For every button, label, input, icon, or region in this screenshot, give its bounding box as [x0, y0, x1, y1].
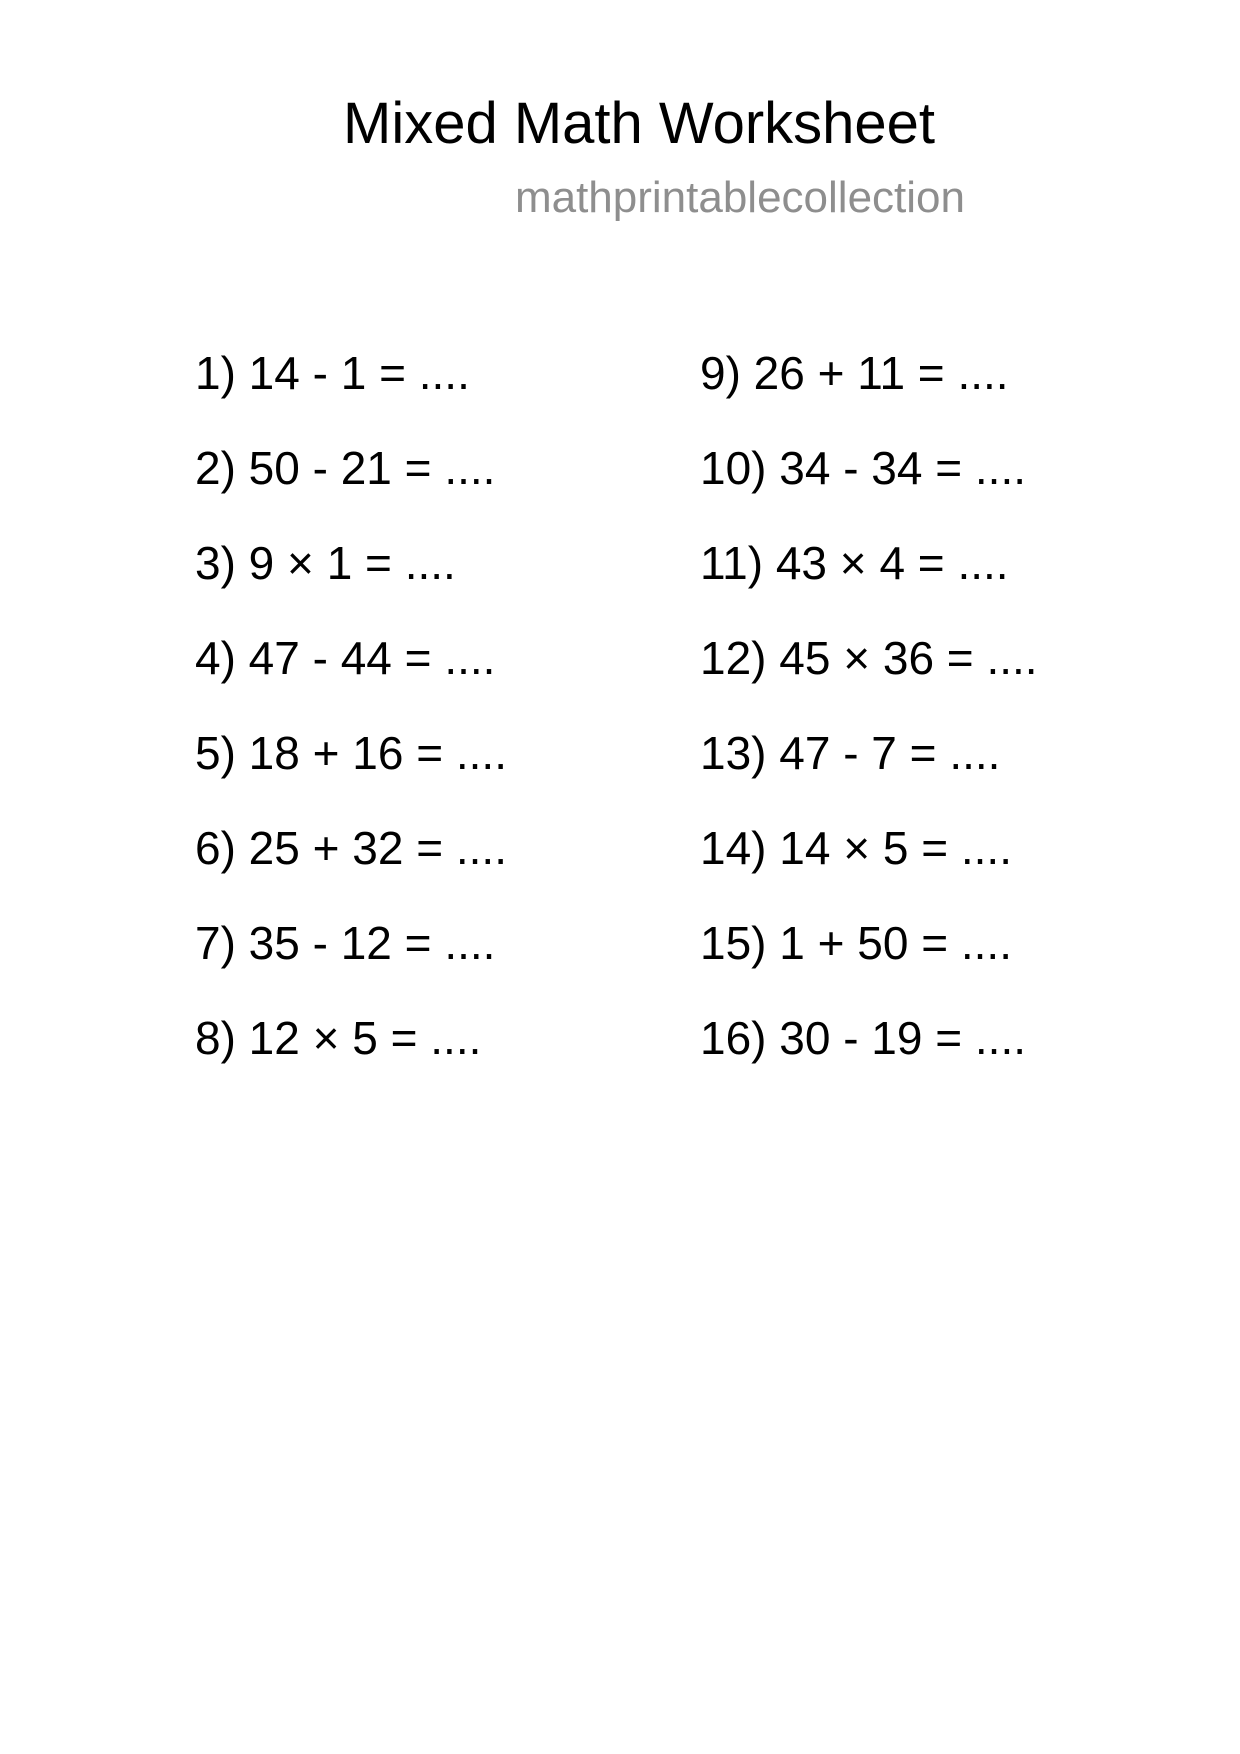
problem-3-text: 3) 9 × 1 = ....: [195, 537, 456, 589]
problem-14: [700, 801, 1038, 896]
page-subtitle: mathprintablecollection: [514, 173, 965, 222]
problem-16: [700, 991, 1038, 1086]
problem-7: [195, 896, 507, 991]
problem-1-text: 1) 14 - 1 = ....: [195, 347, 470, 399]
problem-7-text: 7) 35 - 12 = ....: [195, 917, 496, 969]
problem-11-text: 11) 43 × 4 = ....: [700, 537, 1009, 589]
problem-4: [195, 611, 507, 706]
problem-15: [700, 896, 1038, 991]
problem-5-text: 5) 18 + 16 = ....: [195, 727, 507, 779]
page-title: Mixed Math Worksheet: [343, 91, 936, 156]
problem-3: [195, 516, 507, 611]
problems-column-left: [195, 326, 507, 1086]
problem-8: [195, 991, 507, 1086]
page-subtitle-row: [343, 174, 965, 222]
problem-12: [700, 611, 1038, 706]
problem-6: [195, 801, 507, 896]
problem-13-text: 13) 47 - 7 = ....: [700, 727, 1001, 779]
problem-16-text: 16) 30 - 19 = ....: [700, 1012, 1027, 1064]
problem-14-text: 14) 14 × 5 = ....: [700, 822, 1012, 874]
problem-13: [700, 706, 1038, 801]
problem-9: [700, 326, 1038, 421]
problem-10: [700, 421, 1038, 516]
problems-column-right: [700, 326, 1038, 1086]
problem-11: [700, 516, 1038, 611]
problem-2: [195, 421, 507, 516]
problem-10-text: 10) 34 - 34 = ....: [700, 442, 1027, 494]
problem-1: [195, 326, 507, 421]
problem-12-text: 12) 45 × 36 = ....: [700, 632, 1038, 684]
problem-5: [195, 706, 507, 801]
problem-9-text: 9) 26 + 11 = ....: [700, 347, 1009, 399]
problem-4-text: 4) 47 - 44 = ....: [195, 632, 496, 684]
problem-2-text: 2) 50 - 21 = ....: [195, 442, 496, 494]
problem-6-text: 6) 25 + 32 = ....: [195, 822, 507, 874]
problem-8-text: 8) 12 × 5 = ....: [195, 1012, 482, 1064]
problem-15-text: 15) 1 + 50 = ....: [700, 917, 1012, 969]
